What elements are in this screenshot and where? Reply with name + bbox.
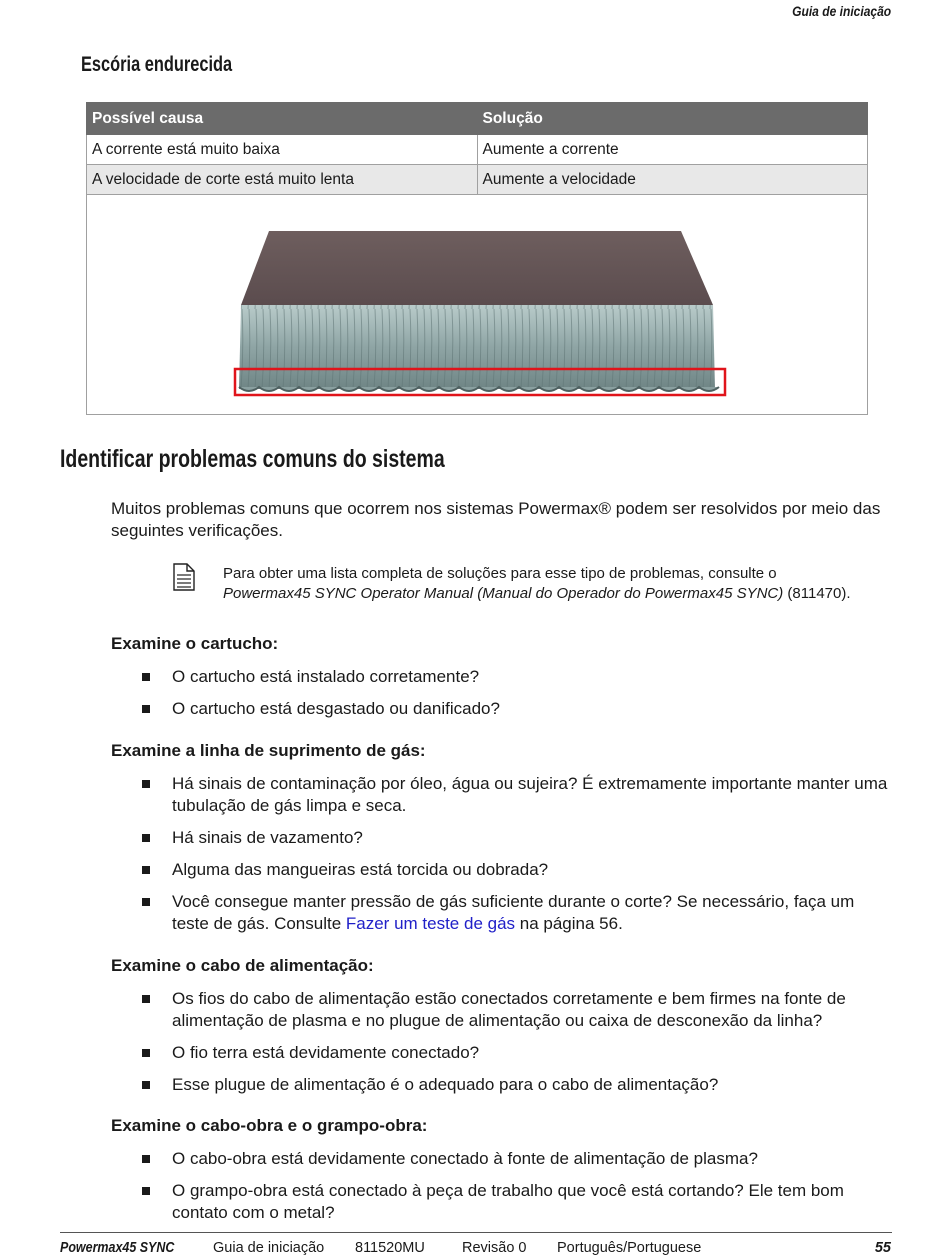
footer-revision: Revisão 0 xyxy=(462,1240,527,1256)
bullet xyxy=(142,780,150,788)
solution-cell: Aumente a corrente xyxy=(477,135,868,165)
note-document-icon xyxy=(173,563,195,591)
note-text-part: (811470). xyxy=(783,584,851,602)
section-title-hardened-dross: Escória endurecida xyxy=(81,53,233,76)
subheading-work-lead: Examine o cabo-obra e o grampo-obra: xyxy=(111,1116,428,1135)
table-row xyxy=(87,135,868,165)
column-header-cause: Possível causa xyxy=(87,103,478,135)
list-item xyxy=(172,891,894,935)
list-item: Alguma das mangueiras está torcida ou dobrada? xyxy=(172,860,549,879)
note-text xyxy=(223,564,903,603)
image-cell xyxy=(87,195,868,415)
list-item: O cabo-obra está devidamente conectado à fonte de alimentação de plasma? xyxy=(172,1149,758,1168)
troubleshoot-table xyxy=(86,102,868,415)
subheading-power-cord: Examine o cabo de alimentação: xyxy=(111,956,374,975)
bullet xyxy=(142,834,150,842)
subheading-gas-supply: Examine a linha de suprimento de gás: xyxy=(111,741,426,760)
column-header-solution: Solução xyxy=(477,103,868,135)
list-item: Há sinais de contaminação por óleo, água ou sujeira? É extremamente importante manter uma tubulação de gás limpa e seca. xyxy=(172,774,888,815)
list-item: O cartucho está desgastado ou danificado? xyxy=(172,699,500,718)
note-text-part: Para obter uma lista completa de soluções para esse tipo de problemas, consulte o xyxy=(223,565,777,582)
bullet xyxy=(142,1049,150,1057)
section-title-common-problems: Identificar problemas comuns do sistema xyxy=(60,445,445,473)
list-item: O grampo-obra está conectado à peça de trabalho que você está cortando? Ele tem bom contato com o metal? xyxy=(172,1181,844,1222)
list-item: Esse plugue de alimentação é o adequado para o cabo de alimentação? xyxy=(172,1075,719,1094)
bullet xyxy=(142,1081,150,1089)
footer-product: Powermax45 SYNC xyxy=(60,1240,175,1256)
image-row xyxy=(87,195,868,415)
footer-divider xyxy=(60,1232,892,1233)
bullet xyxy=(142,705,150,713)
footer-language: Português/Portuguese xyxy=(557,1240,702,1256)
list-item-text: na página 56. xyxy=(515,914,623,933)
list-item: O fio terra está devidamente conectado? xyxy=(172,1043,480,1062)
table-row xyxy=(87,165,868,195)
table-header-row xyxy=(87,103,868,135)
list-item: Há sinais de vazamento? xyxy=(172,828,363,847)
page-number: 55 xyxy=(874,1240,891,1256)
manual-title: Powermax45 SYNC Operator Manual (Manual do Operador do Powermax45 SYNC) xyxy=(223,584,784,602)
bullet xyxy=(142,866,150,874)
bullet xyxy=(142,1187,150,1195)
gas-test-link[interactable]: Fazer um teste de gás xyxy=(345,914,516,933)
cause-cell: A velocidade de corte está muito lenta xyxy=(87,165,478,195)
list-item: Os fios do cabo de alimentação estão conectados corretamente e bem firmes na fonte de alimentação de plasma e no plugue de alimentação ou caixa de desconexão da linha? xyxy=(172,989,846,1030)
running-header: Guia de iniciação xyxy=(791,3,891,19)
bullet xyxy=(142,995,150,1003)
dross-cut-photo xyxy=(233,229,729,405)
bullet xyxy=(142,1155,150,1163)
solution-cell: Aumente a velocidade xyxy=(477,165,868,195)
bullet xyxy=(142,898,150,906)
cause-cell: A corrente está muito baixa xyxy=(87,135,478,165)
list-item: O cartucho está instalado corretamente? xyxy=(172,667,480,686)
footer-doc-title: Guia de iniciação xyxy=(213,1240,325,1256)
footer-part-number: 811520MU xyxy=(355,1240,425,1256)
subheading-cartridge: Examine o cartucho: xyxy=(111,634,279,653)
intro-paragraph: Muitos problemas comuns que ocorrem nos sistemas Powermax® podem ser resolvidos por meio das seguintes verificações. xyxy=(111,499,881,540)
list-item-text: Você consegue manter pressão de gás suficiente durante o corte? Se necessário, faça um teste de gás. Consulte xyxy=(172,892,855,933)
bullet xyxy=(142,673,150,681)
